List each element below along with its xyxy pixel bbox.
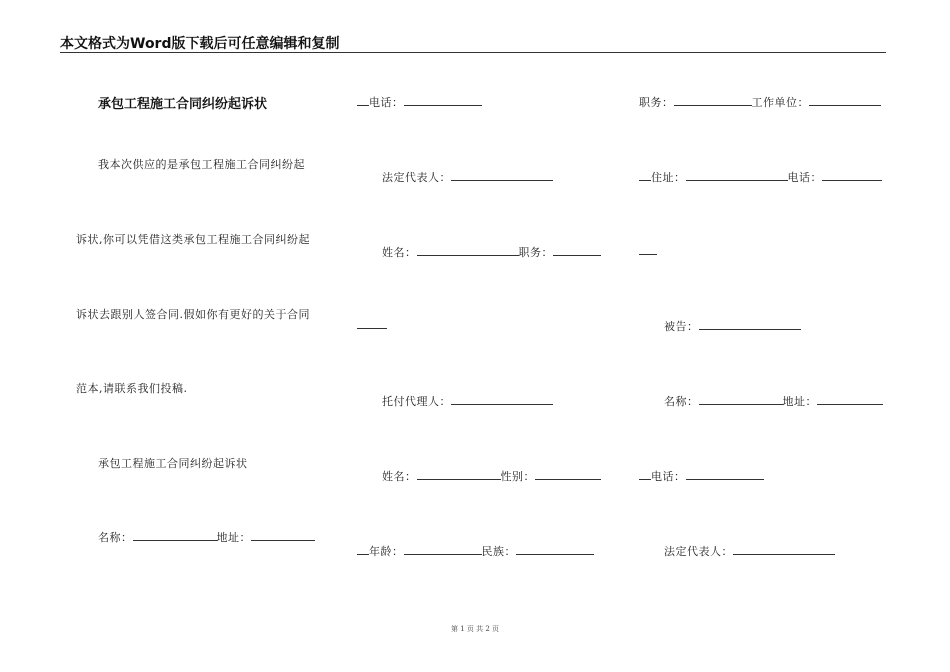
name-blank <box>417 245 519 256</box>
continuation-row <box>357 318 387 332</box>
form-subtitle: 承包工程施工合同纠纷起诉状 <box>98 457 248 470</box>
age-label: 年龄： <box>369 545 404 558</box>
position-blank <box>553 245 601 256</box>
gender-blank <box>535 469 601 480</box>
plaintiff-name-row <box>98 529 315 545</box>
defendant-name-address-row <box>664 393 883 409</box>
position-blank <box>674 95 752 106</box>
phone-blank <box>404 95 482 106</box>
phone-label: 电话： <box>651 470 686 483</box>
residence-label: 住址： <box>651 171 686 184</box>
name-label: 名称： <box>98 531 133 544</box>
legal-rep-row <box>382 169 553 185</box>
address-blank <box>817 394 883 405</box>
name-label: 名称： <box>664 395 699 408</box>
legal-rep-label: 法定代表人： <box>382 171 451 184</box>
age-blank <box>404 544 482 555</box>
agent-blank <box>451 394 553 405</box>
page-number: 第 1 页 共 2 页 <box>450 625 500 633</box>
phone-label: 电话： <box>787 171 822 184</box>
defendant-blank <box>699 319 801 330</box>
workplace-label: 工作单位： <box>751 96 809 109</box>
position-label: 职务： <box>518 246 553 259</box>
legal-rep-label: 法定代表人： <box>664 545 733 558</box>
phone-blank <box>686 469 764 480</box>
residence-phone-row <box>639 169 882 185</box>
intro-line-2: 诉状,你可以凭借这类承包工程施工合同纠纷起 <box>76 233 310 246</box>
intro-line-3: 诉状去跟别人签合同.假如你有更好的关于合同 <box>76 308 310 321</box>
workplace-blank <box>809 95 881 106</box>
name-label: 姓名： <box>382 246 417 259</box>
phone-blank <box>822 170 882 181</box>
legal-rep-blank <box>451 170 553 181</box>
address-label: 地址： <box>216 531 251 544</box>
address-label: 地址： <box>782 395 817 408</box>
phone-row <box>357 94 482 110</box>
defendant-phone-row <box>639 468 764 484</box>
defendant-row <box>664 318 801 334</box>
position-label: 职务： <box>639 96 674 109</box>
phone-label: 电话： <box>369 96 404 109</box>
name-blank <box>133 530 217 541</box>
intro-line-1: 我本次供应的是承包工程施工合同纠纷起 <box>98 158 305 171</box>
header-divider <box>60 52 886 53</box>
defendant-label: 被告： <box>664 320 699 333</box>
age-ethnicity-row <box>357 543 594 559</box>
gender-label: 性别： <box>500 470 535 483</box>
name-gender-row <box>382 468 601 484</box>
legal-rep-blank <box>733 544 835 555</box>
name-blank <box>417 469 501 480</box>
document-header-banner: 本文格式为Word版下载后可任意编辑和复制 <box>60 36 340 52</box>
continuation-blank <box>639 244 657 255</box>
continuation-row <box>639 244 657 258</box>
position-workplace-row <box>639 94 881 110</box>
address-blank <box>251 530 315 541</box>
ethnicity-blank <box>516 544 594 555</box>
agent-label: 托付代理人： <box>382 395 451 408</box>
intro-line-4: 范本,请联系我们投稿. <box>76 382 188 395</box>
name-position-row <box>382 244 601 260</box>
continuation-blank <box>357 318 387 329</box>
document-title: 承包工程施工合同纠纷起诉状 <box>98 97 268 112</box>
ethnicity-label: 民族： <box>481 545 516 558</box>
agent-row <box>382 393 553 409</box>
name-label: 姓名： <box>382 470 417 483</box>
residence-blank <box>686 170 788 181</box>
name-blank <box>699 394 783 405</box>
defendant-legal-rep-row <box>664 543 835 559</box>
